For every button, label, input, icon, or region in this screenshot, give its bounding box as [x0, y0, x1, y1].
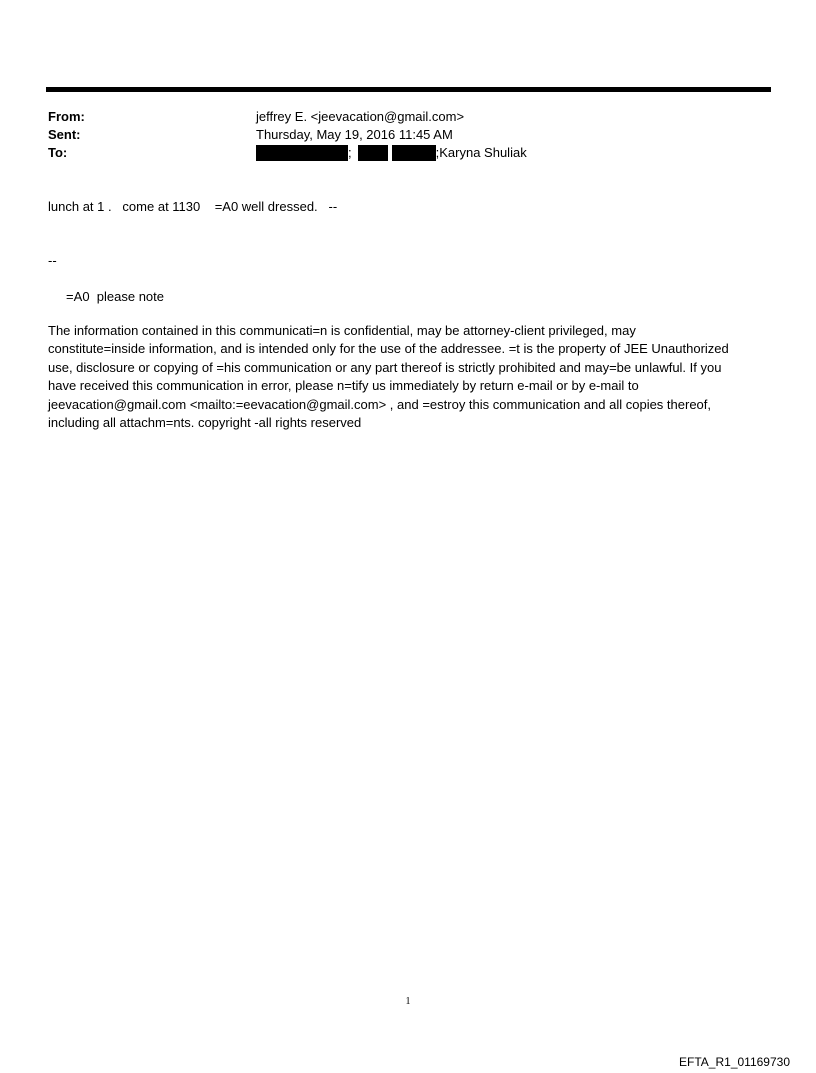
to-row	[48, 144, 748, 162]
redaction-box	[392, 145, 436, 161]
redaction-box	[256, 145, 348, 161]
to-value	[256, 144, 527, 162]
sent-row	[48, 126, 748, 144]
disclaimer-line: jeevacation@gmail.com <mailto:=eevacation@gmail.com> , and =estroy this communication and all copies thereof,	[48, 396, 712, 412]
disclaimer-line: including all attachm=nts. copyright -all rights reserved	[48, 415, 362, 431]
sent-label: Sent:	[48, 127, 81, 142]
to-label: To:	[48, 145, 68, 160]
disclaimer-line: use, disclosure or copying of =his communication or any part thereof is strictly prohibited and may=be unlawful. If you	[48, 359, 722, 375]
recipient-separator: ;	[435, 145, 440, 160]
from-label: From:	[48, 109, 85, 124]
page-number: 1	[405, 996, 411, 1007]
document-id: EFTA_R1_01169730	[679, 1055, 790, 1069]
sent-value: Thursday, May 19, 2016 11:45 AM	[256, 127, 453, 142]
from-value: jeffrey E. <jeevacation@gmail.com>	[256, 109, 465, 124]
message-line: =A0 please note	[48, 289, 164, 304]
message-line: --	[48, 253, 57, 268]
header-divider	[46, 87, 771, 92]
recipient-separator: ;	[348, 145, 352, 160]
disclaimer-line: have received this communication in error, please n=tify us immediately by return e-mail or by e-mail to	[48, 378, 639, 394]
confidentiality-disclaimer	[48, 322, 768, 432]
disclaimer-line: The information contained in this communicati=n is confidential, may be attorney-client privileged, may	[48, 323, 636, 338]
disclaimer-line: constitute=inside information, and is intended only for the use of the addressee. =t is the property of JEE Unauthorized	[48, 341, 729, 357]
recipient-name: Karyna Shuliak	[439, 145, 527, 160]
message-line: lunch at 1 . come at 1130 =A0 well dressed. --	[48, 199, 338, 214]
from-row	[48, 108, 748, 126]
redaction-box	[358, 145, 388, 161]
